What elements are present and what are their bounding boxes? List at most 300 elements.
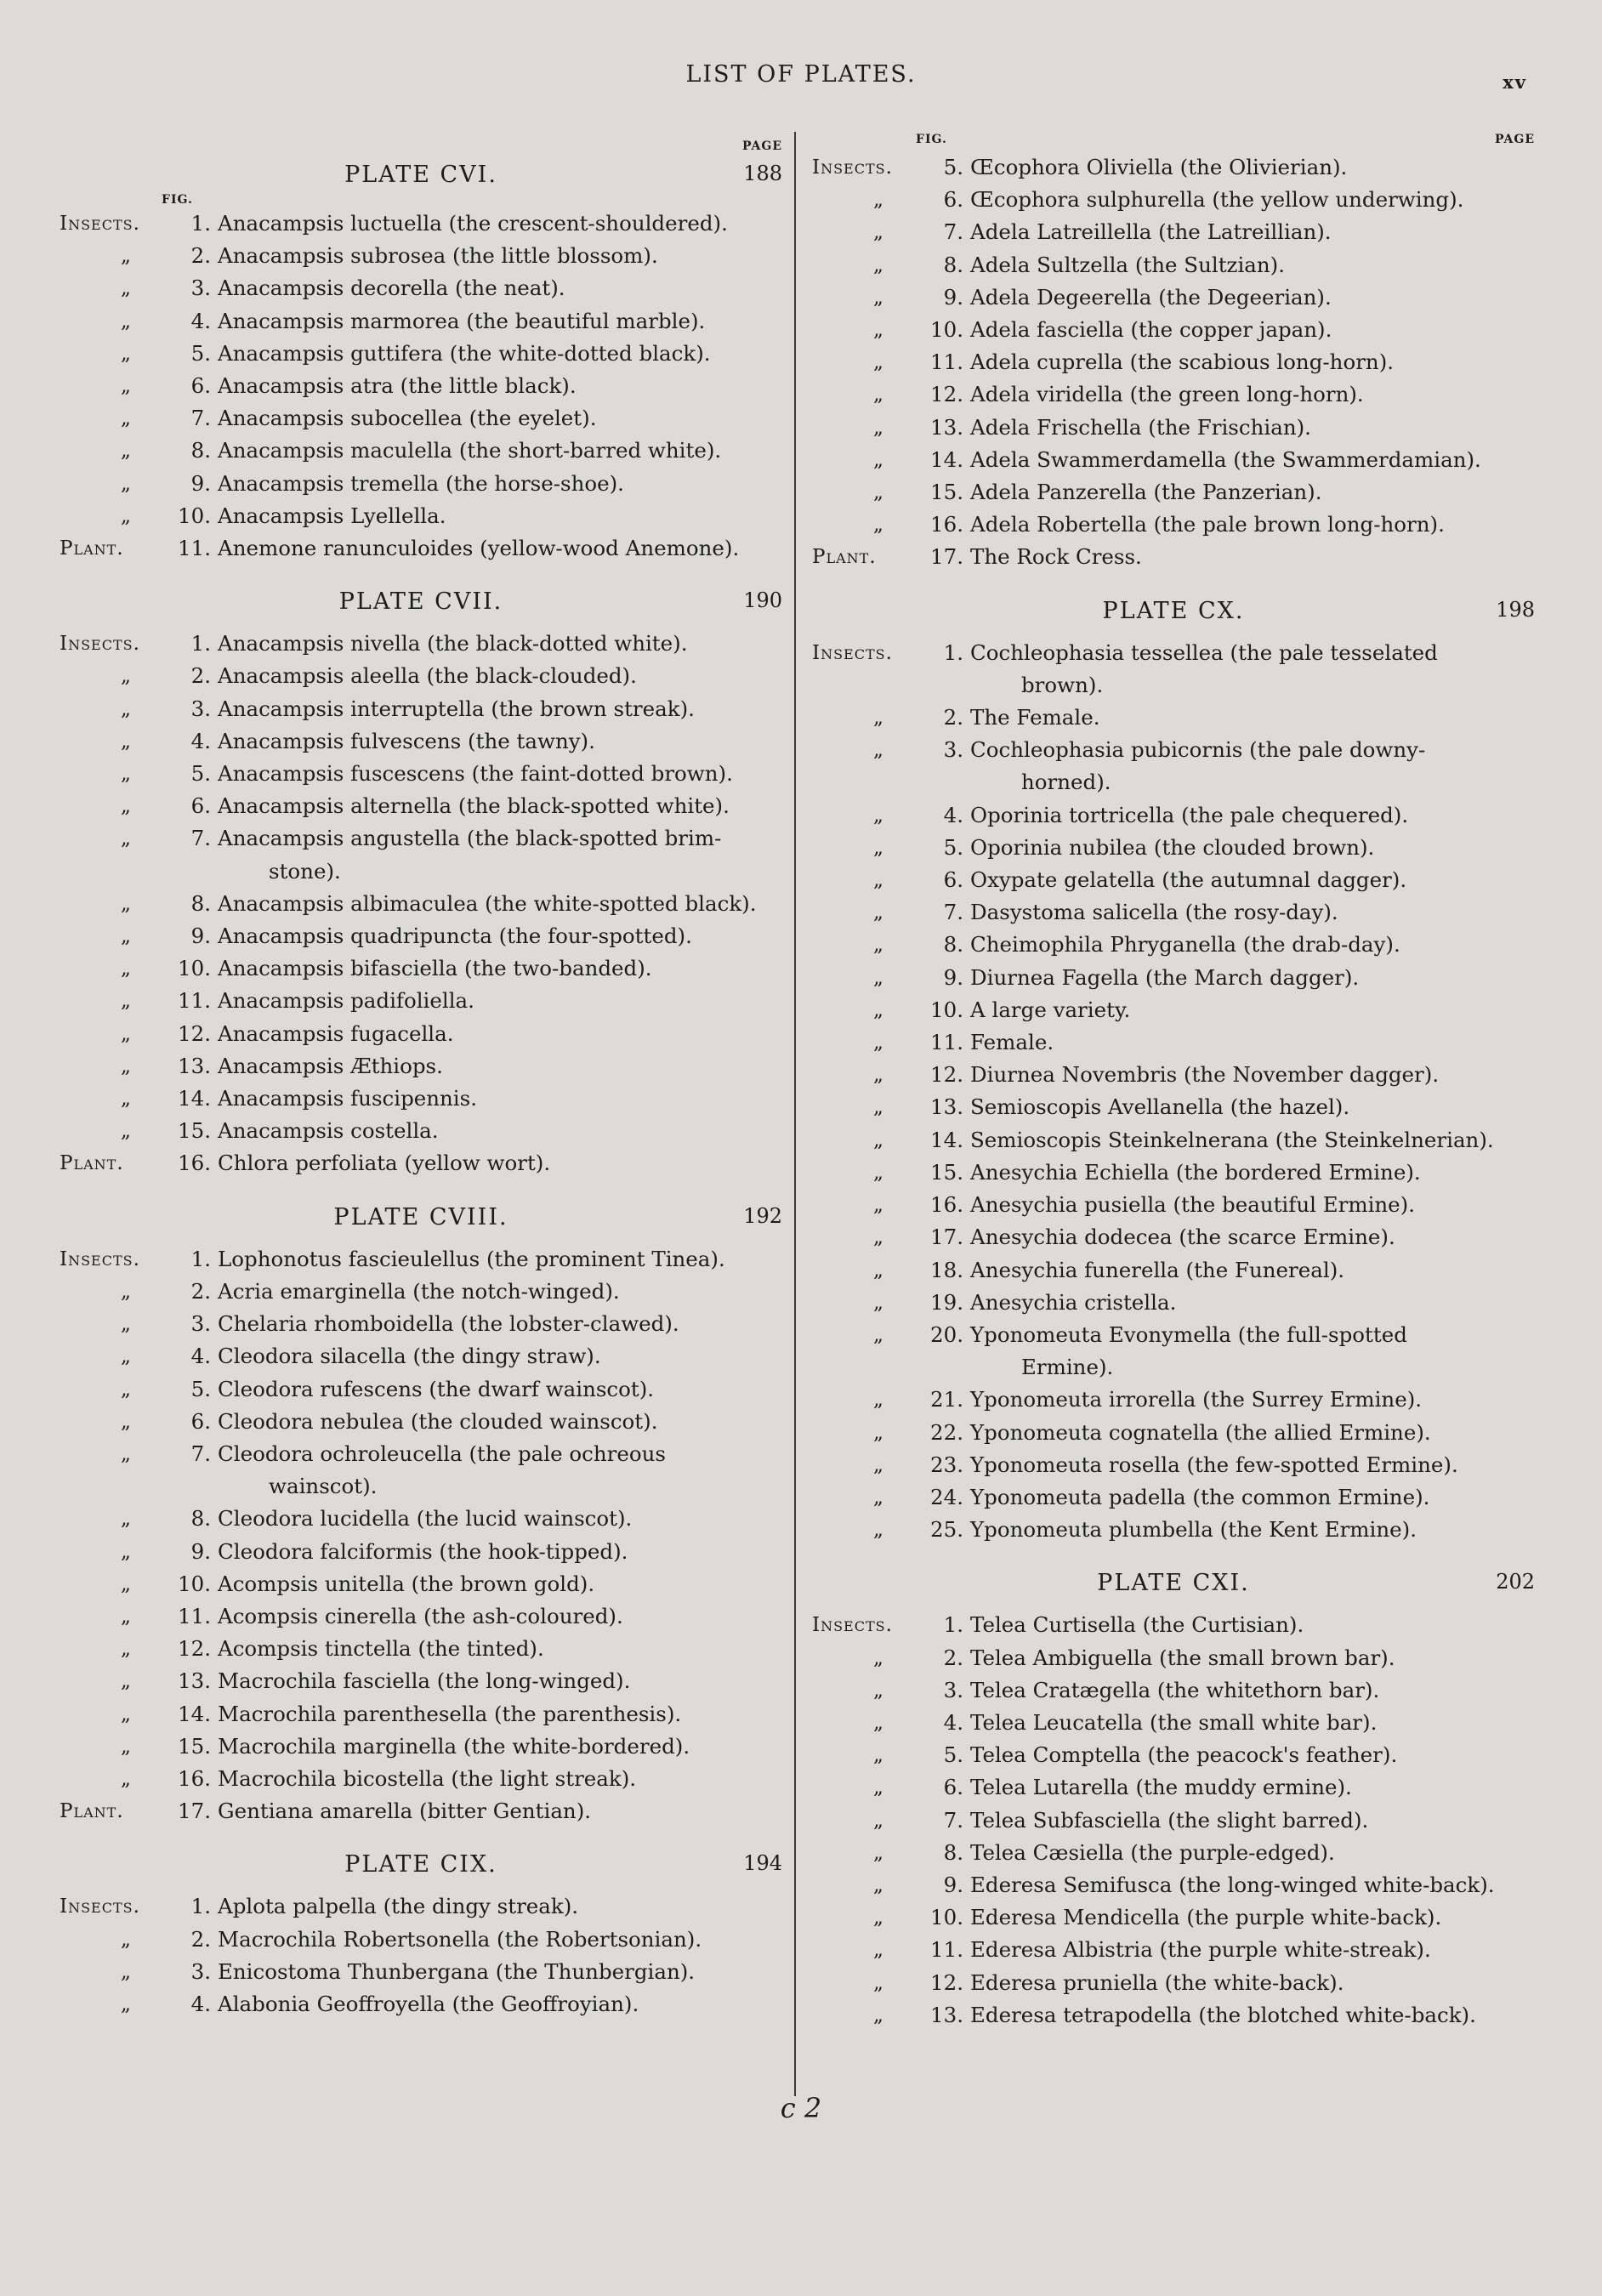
page-column-label: PAGE bbox=[742, 139, 782, 153]
entry-name: Acompsis tinctella (the tinted). bbox=[218, 1636, 544, 1662]
entry-name: Anacampsis luctuella (the crescent-shouldered). bbox=[218, 211, 728, 236]
entry-text bbox=[218, 240, 782, 272]
ditto-mark: „ bbox=[873, 1421, 884, 1444]
ditto-mark: „ bbox=[121, 925, 132, 948]
plate-entry bbox=[812, 314, 1535, 346]
entry-text bbox=[218, 1924, 782, 1956]
entry-name: Cleodora lucidella (the lucid wainscot). bbox=[218, 1506, 633, 1532]
ditto-mark: „ bbox=[873, 804, 884, 827]
entry-name: Dasystoma salicella (the rosy-day). bbox=[970, 900, 1338, 925]
plate-entry bbox=[60, 1924, 782, 1956]
figure-number: 3. bbox=[190, 696, 211, 721]
figure-number: 11. bbox=[930, 350, 963, 375]
ditto-mark: „ bbox=[873, 1971, 884, 1994]
plate-entry bbox=[60, 628, 782, 660]
figure-number: 11. bbox=[178, 988, 211, 1014]
entry-name: Cleodora ochroleucella (the pale ochreous bbox=[218, 1441, 666, 1466]
ditto-mark: „ bbox=[873, 1064, 884, 1087]
figure-number: 10. bbox=[178, 503, 211, 528]
entry-name: Cochleophasia tessellea (the pale tesselated bbox=[970, 639, 1438, 665]
entry-text bbox=[218, 1890, 782, 1923]
entry-text bbox=[970, 1901, 1535, 1934]
entry-text bbox=[970, 1287, 1535, 1319]
entry-text bbox=[970, 1481, 1535, 1514]
figure-number: 8. bbox=[190, 1506, 211, 1532]
entry-name: Adela Robertella (the pale brown long-horn). bbox=[970, 512, 1445, 537]
entry-text bbox=[970, 1934, 1535, 1966]
ditto-mark: „ bbox=[121, 245, 132, 268]
entry-name: Semioscopis Avellanella (the hazel). bbox=[970, 1094, 1350, 1120]
entry-text bbox=[218, 468, 782, 500]
plate-entry bbox=[60, 822, 782, 887]
plate-entry bbox=[60, 1438, 782, 1503]
figure-number: 11. bbox=[930, 1030, 963, 1055]
entry-text bbox=[970, 1157, 1535, 1189]
entry-name: Ederesa Semifusca (the long-winged white-back). bbox=[970, 1872, 1495, 1897]
entry-name: Adela Frischella (the Frischian). bbox=[970, 414, 1311, 440]
entry-name: Anacampsis fuscescens (the faint-dotted brown). bbox=[218, 761, 733, 787]
entry-name: Anacampsis maculella (the short-barred white). bbox=[218, 438, 722, 463]
plate-entry bbox=[812, 1449, 1535, 1481]
entry-name: Anacampsis tremella (the horse-shoe). bbox=[218, 470, 624, 496]
entry-name: Adela Panzerella (the Panzerian). bbox=[970, 480, 1322, 505]
entry-text bbox=[970, 1674, 1535, 1707]
ditto-mark: „ bbox=[121, 504, 132, 527]
entry-name: Yponomeuta irrorella (the Surrey Ermine). bbox=[970, 1387, 1423, 1412]
entry-name: Cleodora silacella (the dingy straw). bbox=[218, 1344, 601, 1369]
entry-name: Anacampsis Lyellella. bbox=[218, 503, 446, 528]
ditto-mark: „ bbox=[873, 253, 884, 276]
figure-number: 1. bbox=[190, 1246, 211, 1271]
ditto-mark: „ bbox=[873, 1259, 884, 1282]
entry-text bbox=[970, 1707, 1535, 1739]
entry-name: Acompsis cinerella (the ash-coloured). bbox=[218, 1603, 623, 1628]
entry-text bbox=[218, 628, 782, 660]
entry-text bbox=[218, 305, 782, 338]
ditto-mark: „ bbox=[121, 1572, 132, 1595]
ditto-mark: „ bbox=[121, 1702, 132, 1725]
ditto-mark: „ bbox=[121, 1638, 132, 1661]
entry-text bbox=[970, 184, 1535, 216]
figure-number: 3. bbox=[943, 1677, 963, 1702]
plate-entry bbox=[812, 1837, 1535, 1869]
figure-number: 19. bbox=[930, 1289, 963, 1315]
ditto-mark: „ bbox=[121, 1960, 132, 1983]
plate-title: PLATE CX. bbox=[1102, 597, 1245, 624]
plate-entry bbox=[60, 790, 782, 822]
category-label: Plant. bbox=[60, 1800, 124, 1823]
entry-text bbox=[218, 1373, 782, 1406]
figure-number: 9. bbox=[190, 1538, 211, 1564]
figure-number: 6. bbox=[190, 1408, 211, 1434]
ditto-mark: „ bbox=[873, 739, 884, 762]
entry-text bbox=[970, 444, 1535, 476]
figure-number: 5. bbox=[190, 1376, 211, 1401]
figure-number: 9. bbox=[190, 470, 211, 496]
figure-number: 3. bbox=[190, 276, 211, 301]
plate-entry bbox=[60, 435, 782, 467]
entry-name: Anacampsis atra (the little black). bbox=[218, 373, 577, 399]
plate-entry bbox=[60, 532, 782, 565]
plate-entry bbox=[812, 1999, 1535, 2032]
entry-text bbox=[218, 435, 782, 467]
page-header bbox=[0, 61, 1602, 95]
figure-number: 5. bbox=[943, 1742, 963, 1768]
entry-text bbox=[970, 346, 1535, 378]
page-column-label: PAGE bbox=[1495, 133, 1535, 146]
ditto-mark: „ bbox=[873, 1323, 884, 1346]
entry-text bbox=[970, 1449, 1535, 1481]
figure-number: 16. bbox=[930, 512, 963, 537]
ditto-mark: „ bbox=[873, 707, 884, 730]
entry-name: Ederesa tetrapodella (the blotched white-back). bbox=[970, 2002, 1476, 2027]
page-title: LIST OF PLATES. bbox=[685, 61, 917, 88]
entry-text bbox=[218, 272, 782, 304]
figure-number: 15. bbox=[930, 1159, 963, 1185]
ditto-mark: „ bbox=[121, 1120, 132, 1143]
entry-text bbox=[218, 1763, 782, 1795]
entry-name: Female. bbox=[970, 1030, 1054, 1055]
plate-entry bbox=[60, 985, 782, 1017]
entry-name: Anacampsis costella. bbox=[218, 1118, 439, 1144]
entry-name: Acria emarginella (the notch-winged). bbox=[218, 1278, 620, 1304]
plate-entry bbox=[812, 1804, 1535, 1837]
entry-name: Diurnea Fagella (the March dagger). bbox=[970, 964, 1360, 990]
entry-name: Anacampsis decorella (the neat). bbox=[218, 276, 565, 301]
plate-entry bbox=[60, 1795, 782, 1827]
figure-number: 8. bbox=[943, 932, 963, 958]
entry-text bbox=[218, 725, 782, 758]
entry-name: Lophonotus fascieulellus (the prominent Tinea). bbox=[218, 1246, 725, 1271]
plate-page-number: 190 bbox=[743, 588, 782, 613]
figure-number: 2. bbox=[190, 243, 211, 269]
entry-text bbox=[218, 1147, 782, 1179]
ditto-mark: „ bbox=[873, 836, 884, 859]
entry-name: Anacampsis fugacella. bbox=[218, 1020, 454, 1046]
entry-name: Macrochila fasciella (the long-winged). bbox=[218, 1668, 631, 1694]
ditto-mark: „ bbox=[121, 827, 132, 850]
entry-text bbox=[218, 1083, 782, 1115]
entry-name: Cheimophila Phryganella (the drab-day). bbox=[970, 932, 1400, 958]
ditto-mark: „ bbox=[873, 901, 884, 924]
category-label: Insects. bbox=[812, 156, 893, 179]
entry-name: Yponomeuta rosella (the few-spotted Ermine). bbox=[970, 1452, 1458, 1477]
figure-number: 13. bbox=[930, 2002, 963, 2027]
ditto-mark: „ bbox=[121, 1767, 132, 1790]
plate-entry bbox=[60, 1633, 782, 1665]
entry-text bbox=[970, 864, 1535, 896]
plate-page-number: 202 bbox=[1496, 1570, 1535, 1594]
entry-name: Cochleophasia pubicornis (the pale downy- bbox=[970, 737, 1426, 763]
entry-text bbox=[970, 1026, 1535, 1059]
plate-entry bbox=[812, 1934, 1535, 1966]
entry-name: Anacampsis interruptella (the brown streak). bbox=[218, 696, 695, 721]
entry-text bbox=[218, 1340, 782, 1372]
entry-text bbox=[970, 1967, 1535, 1999]
plate-entry bbox=[60, 1568, 782, 1600]
ditto-mark: „ bbox=[121, 1313, 132, 1336]
figure-number: 10. bbox=[930, 1905, 963, 1930]
plate-entry bbox=[812, 1091, 1535, 1123]
plate-entry bbox=[60, 1536, 782, 1568]
plate-heading bbox=[60, 139, 782, 196]
figure-number: 3. bbox=[190, 1958, 211, 1984]
figure-number: 16. bbox=[178, 1765, 211, 1791]
plate-entry bbox=[812, 1707, 1535, 1739]
figure-number: 10. bbox=[178, 1571, 211, 1596]
plate-heading bbox=[60, 1851, 782, 1885]
figure-number: 13. bbox=[178, 1668, 211, 1694]
entry-text bbox=[970, 1254, 1535, 1287]
ditto-mark: „ bbox=[873, 1907, 884, 1929]
figure-number: 10. bbox=[178, 956, 211, 981]
entry-text bbox=[218, 822, 782, 887]
plate-entry bbox=[60, 758, 782, 790]
plate-entry bbox=[60, 1890, 782, 1923]
entry-text bbox=[218, 888, 782, 920]
plate-entry bbox=[812, 444, 1535, 476]
entry-text bbox=[970, 1091, 1535, 1123]
entry-name: Yponomeuta cognatella (the allied Ermine). bbox=[970, 1419, 1431, 1445]
entry-text bbox=[970, 994, 1535, 1026]
entry-name: Anacampsis nivella (the black-dotted white). bbox=[218, 631, 688, 656]
entry-text bbox=[218, 1536, 782, 1568]
plate-entry bbox=[60, 468, 782, 500]
entry-text bbox=[970, 1771, 1535, 1804]
plate-entry bbox=[812, 1026, 1535, 1059]
entry-name: Anacampsis quadripuncta (the four-spotted). bbox=[218, 924, 692, 949]
entry-name: Ederesa Mendicella (the purple white-back). bbox=[970, 1905, 1442, 1930]
figure-number: 12. bbox=[930, 1969, 963, 1995]
plate-heading bbox=[60, 1204, 782, 1238]
entry-text bbox=[218, 500, 782, 532]
figure-number: 20. bbox=[930, 1321, 963, 1347]
ditto-mark: „ bbox=[873, 1291, 884, 1314]
entry-name: Anesychia cristella. bbox=[970, 1289, 1177, 1315]
entry-name: Adela cuprella (the scabious long-horn). bbox=[970, 350, 1395, 375]
ditto-mark: „ bbox=[121, 1088, 132, 1111]
ditto-mark: „ bbox=[121, 375, 132, 398]
figure-number: 5. bbox=[943, 155, 963, 179]
plate-entry bbox=[60, 500, 782, 532]
entry-name: Yponomeuta padella (the common Ermine). bbox=[970, 1484, 1430, 1509]
figure-number: 13. bbox=[930, 1094, 963, 1120]
entry-name: Anacampsis subrosea (the little blossom). bbox=[218, 243, 658, 269]
figure-number: 4. bbox=[943, 802, 963, 827]
figure-number: 4. bbox=[190, 1344, 211, 1369]
ditto-mark: „ bbox=[873, 1486, 884, 1509]
entry-name: Anesychia dodecea (the scarce Ermine). bbox=[970, 1225, 1395, 1250]
plate-entry bbox=[60, 240, 782, 272]
ditto-mark: „ bbox=[121, 665, 132, 688]
entry-name: Anacampsis albimaculea (the white-spotted black). bbox=[218, 890, 757, 916]
category-label: Insects. bbox=[60, 633, 140, 656]
entry-text bbox=[218, 693, 782, 725]
plate-entry bbox=[812, 1674, 1535, 1707]
plate-entry bbox=[812, 1771, 1535, 1804]
plate-title: PLATE CIX. bbox=[344, 1851, 497, 1878]
right-column bbox=[812, 128, 1535, 2100]
ditto-mark: „ bbox=[873, 1226, 884, 1249]
entry-text bbox=[970, 1059, 1535, 1091]
figure-number: 7. bbox=[190, 1441, 211, 1466]
plate-entry bbox=[812, 1319, 1535, 1384]
entry-name: Macrochila marginella (the white-bordered). bbox=[218, 1733, 690, 1759]
category-label: Plant. bbox=[60, 537, 124, 560]
plate-entry bbox=[60, 725, 782, 758]
figure-number: 2. bbox=[943, 1645, 963, 1670]
entry-name: Adela fasciella (the copper japan). bbox=[970, 317, 1332, 343]
entry-name: Telea Comptella (the peacock's feather). bbox=[970, 1742, 1398, 1768]
entry-name: Anacampsis angustella (the black-spotted brim- bbox=[218, 826, 722, 851]
entry-name: Telea Leucatella (the small white bar). bbox=[970, 1709, 1378, 1735]
plate-entry bbox=[812, 1221, 1535, 1253]
ditto-mark: „ bbox=[873, 448, 884, 471]
plate-entry bbox=[812, 412, 1535, 444]
figure-number: 16. bbox=[930, 1192, 963, 1218]
entry-name: Anacampsis guttifera (the white-dotted black). bbox=[218, 340, 711, 366]
plate-entry bbox=[60, 1115, 782, 1147]
ditto-mark: „ bbox=[121, 1442, 132, 1465]
figure-number: 7. bbox=[943, 900, 963, 925]
figure-number: 1. bbox=[190, 1894, 211, 1919]
plate-entry bbox=[60, 1731, 782, 1763]
ditto-mark: „ bbox=[873, 1128, 884, 1151]
ditto-mark: „ bbox=[121, 1345, 132, 1368]
entry-text bbox=[970, 151, 1535, 184]
left-column bbox=[60, 128, 782, 2100]
entry-text bbox=[970, 734, 1535, 798]
entry-text bbox=[970, 929, 1535, 961]
ditto-mark: „ bbox=[121, 1508, 132, 1531]
entry-text bbox=[218, 1050, 782, 1083]
plate-entry bbox=[812, 799, 1535, 832]
entry-text bbox=[970, 476, 1535, 509]
figure-number: 2. bbox=[943, 705, 963, 730]
plate-entry bbox=[812, 249, 1535, 281]
plate-page-number: 188 bbox=[743, 162, 782, 185]
figure-number: 10. bbox=[930, 997, 963, 1022]
plate-entry bbox=[60, 370, 782, 402]
plate-entry bbox=[812, 1157, 1535, 1189]
ditto-mark: „ bbox=[121, 472, 132, 495]
plate-entry bbox=[812, 1481, 1535, 1514]
ditto-mark: „ bbox=[873, 1389, 884, 1412]
entry-name: Adela Swammerdamella (the Swammerdamian). bbox=[970, 446, 1481, 472]
plate-entry bbox=[60, 402, 782, 435]
column-divider bbox=[794, 132, 796, 2096]
ditto-mark: „ bbox=[121, 1735, 132, 1758]
entry-text bbox=[970, 314, 1535, 346]
figure-number: 22. bbox=[930, 1419, 963, 1445]
plate-entry bbox=[60, 1406, 782, 1438]
entry-name: Macrochila Robertsonella (the Robertsonian). bbox=[218, 1926, 702, 1952]
entry-text bbox=[218, 1988, 782, 2020]
category-label: Plant. bbox=[60, 1152, 124, 1175]
figure-number: 6. bbox=[190, 793, 211, 819]
entry-text bbox=[970, 216, 1535, 248]
entry-text bbox=[970, 1869, 1535, 1901]
plate-entry bbox=[60, 1665, 782, 1697]
entry-text bbox=[218, 1115, 782, 1147]
plate-entry bbox=[60, 660, 782, 692]
figure-number: 1. bbox=[190, 211, 211, 236]
page-number: xv bbox=[1503, 71, 1527, 93]
plate-entry bbox=[60, 1340, 782, 1372]
plate-entry bbox=[812, 216, 1535, 248]
ditto-mark: „ bbox=[873, 1519, 884, 1542]
plate-entry bbox=[812, 1869, 1535, 1901]
entry-name: Anacampsis aleella (the black-clouded). bbox=[218, 663, 637, 689]
plate-entry bbox=[60, 272, 782, 304]
entry-name: Alabonia Geoffroyella (the Geoffroyian). bbox=[218, 1991, 639, 2016]
entry-continuation: Ermine). bbox=[1021, 1355, 1114, 1380]
category-label: Insects. bbox=[812, 1614, 893, 1637]
entry-text bbox=[970, 378, 1535, 411]
figure-number: 1. bbox=[943, 1612, 963, 1638]
entry-name: Anesychia funerella (the Funereal). bbox=[970, 1257, 1345, 1282]
plate-entry bbox=[60, 952, 782, 985]
ditto-mark: „ bbox=[873, 1161, 884, 1184]
figure-number: 4. bbox=[190, 728, 211, 753]
ditto-mark: „ bbox=[121, 892, 132, 915]
category-label: Plant. bbox=[812, 546, 877, 569]
entry-text bbox=[218, 1243, 782, 1276]
ditto-mark: „ bbox=[121, 1992, 132, 2015]
ditto-mark: „ bbox=[873, 1679, 884, 1702]
fig-column-label: FIG. bbox=[916, 133, 947, 146]
figure-number: 24. bbox=[930, 1484, 963, 1509]
entry-text bbox=[970, 509, 1535, 541]
plate-entry bbox=[60, 1698, 782, 1731]
plate-heading bbox=[812, 598, 1535, 632]
plate-entry bbox=[812, 1124, 1535, 1157]
figure-number: 2. bbox=[190, 1926, 211, 1952]
right-column-labels bbox=[812, 133, 1535, 151]
figure-number: 11. bbox=[178, 1603, 211, 1628]
figure-number: 15. bbox=[178, 1118, 211, 1144]
entry-name: Yponomeuta Evonymella (the full-spotted bbox=[970, 1321, 1407, 1347]
entry-text bbox=[970, 1999, 1535, 2032]
figure-number: 17. bbox=[930, 544, 963, 570]
entry-text bbox=[970, 637, 1535, 702]
entry-continuation: stone). bbox=[269, 858, 341, 884]
figure-number: 11. bbox=[178, 536, 211, 561]
ditto-mark: „ bbox=[873, 966, 884, 989]
entry-text bbox=[218, 1308, 782, 1340]
ditto-mark: „ bbox=[121, 730, 132, 753]
ditto-mark: „ bbox=[121, 990, 132, 1013]
ditto-mark: „ bbox=[873, 1096, 884, 1119]
plate-entry bbox=[60, 920, 782, 952]
plate-entry bbox=[60, 1763, 782, 1795]
plate-entry bbox=[812, 281, 1535, 314]
ditto-mark: „ bbox=[121, 440, 132, 463]
plate-title: PLATE CVII. bbox=[338, 588, 503, 616]
plate-title: PLATE CVI. bbox=[344, 162, 497, 188]
entry-continuation: horned). bbox=[1021, 770, 1111, 795]
entry-name: Cleodora nebulea (the clouded wainscot). bbox=[218, 1408, 658, 1434]
entry-name: Diurnea Novembris (the November dagger). bbox=[970, 1062, 1440, 1088]
entry-name: Anacampsis marmorea (the beautiful marble). bbox=[218, 308, 706, 333]
plate-entry bbox=[812, 1189, 1535, 1221]
entry-name: Oporinia nubilea (the clouded brown). bbox=[970, 834, 1375, 860]
entry-text bbox=[218, 758, 782, 790]
plate-page-number: 198 bbox=[1496, 597, 1535, 622]
plate-entry bbox=[812, 541, 1535, 573]
plate-title: PLATE CXI. bbox=[1097, 1570, 1250, 1597]
ditto-mark: „ bbox=[873, 1194, 884, 1217]
